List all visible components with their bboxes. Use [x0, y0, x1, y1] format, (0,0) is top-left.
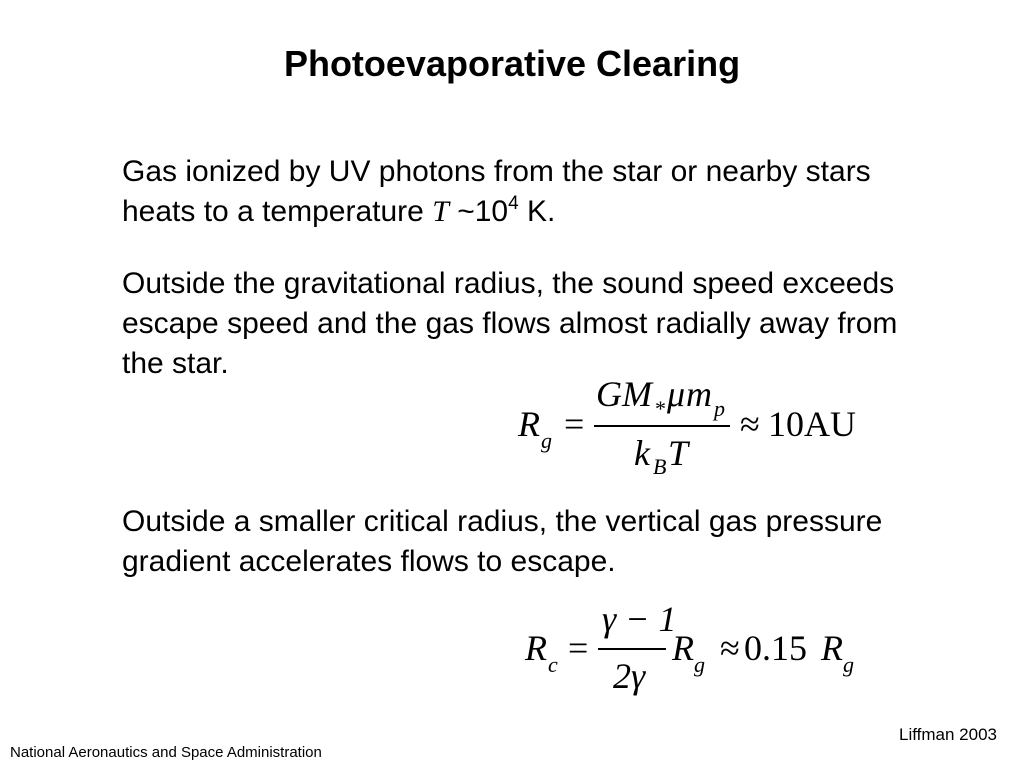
eq1-approx: ≈ [740, 404, 760, 444]
eq2-result-value: 0.15 [744, 628, 807, 668]
eq1-denominator-t: T [668, 433, 689, 473]
eq2-fraction-bar [598, 648, 666, 650]
slide-title: Photoevaporative Clearing [283, 43, 741, 84]
temperature-exponent: 4 [508, 193, 519, 214]
eq2-lhs-subscript: c [548, 652, 558, 677]
eq2-factor: R [672, 628, 694, 668]
eq1-denominator-k: k [634, 433, 650, 473]
eq1-denominator-subscript: B [653, 454, 667, 479]
eq2-numerator: γ − 1 [602, 599, 677, 639]
eq2-equals: = [568, 628, 589, 668]
eq1-numerator-mu: μ [667, 374, 686, 414]
approx-symbol: ~ [448, 195, 475, 228]
paragraph-critical-radius: Outside a smaller critical radius, the vertical gas pressure gradient accelerates flows to escape. [122, 505, 883, 578]
paragraph-ionization-text: Gas ionized by UV photons from the star or nearby stars heats to a temperature [122, 155, 871, 228]
eq1-result: 10AU [768, 404, 856, 444]
eq1-lhs-subscript: g [541, 428, 552, 453]
eq2-lhs: R [525, 628, 547, 668]
eq2-denominator: 2γ [613, 656, 646, 696]
eq1-numerator-star: * [655, 396, 666, 421]
eq1-numerator-m: m [686, 374, 712, 414]
eq2-approx: ≈ [720, 628, 740, 668]
eq2-factor-subscript: g [694, 652, 705, 677]
temperature-unit: K. [518, 195, 556, 228]
eq2-result-subscript: g [843, 652, 854, 677]
temperature-variable: T [432, 195, 449, 228]
eq2-result-r: R [821, 628, 843, 668]
temperature-base: 10 [474, 195, 509, 228]
paragraph-gravitational-radius: Outside the gravitational radius, the sound speed exceeds escape speed and the gas flows almost radially away from the star. [122, 267, 898, 380]
eq1-numerator-gm: GM [596, 374, 652, 414]
eq1-equals: = [564, 404, 585, 444]
citation: Liffman 2003 [899, 725, 997, 744]
eq1-numerator-subscript: p [714, 396, 725, 421]
eq1-lhs: R [518, 404, 540, 444]
footer-organization: National Aeronautics and Space Administration [10, 744, 322, 761]
